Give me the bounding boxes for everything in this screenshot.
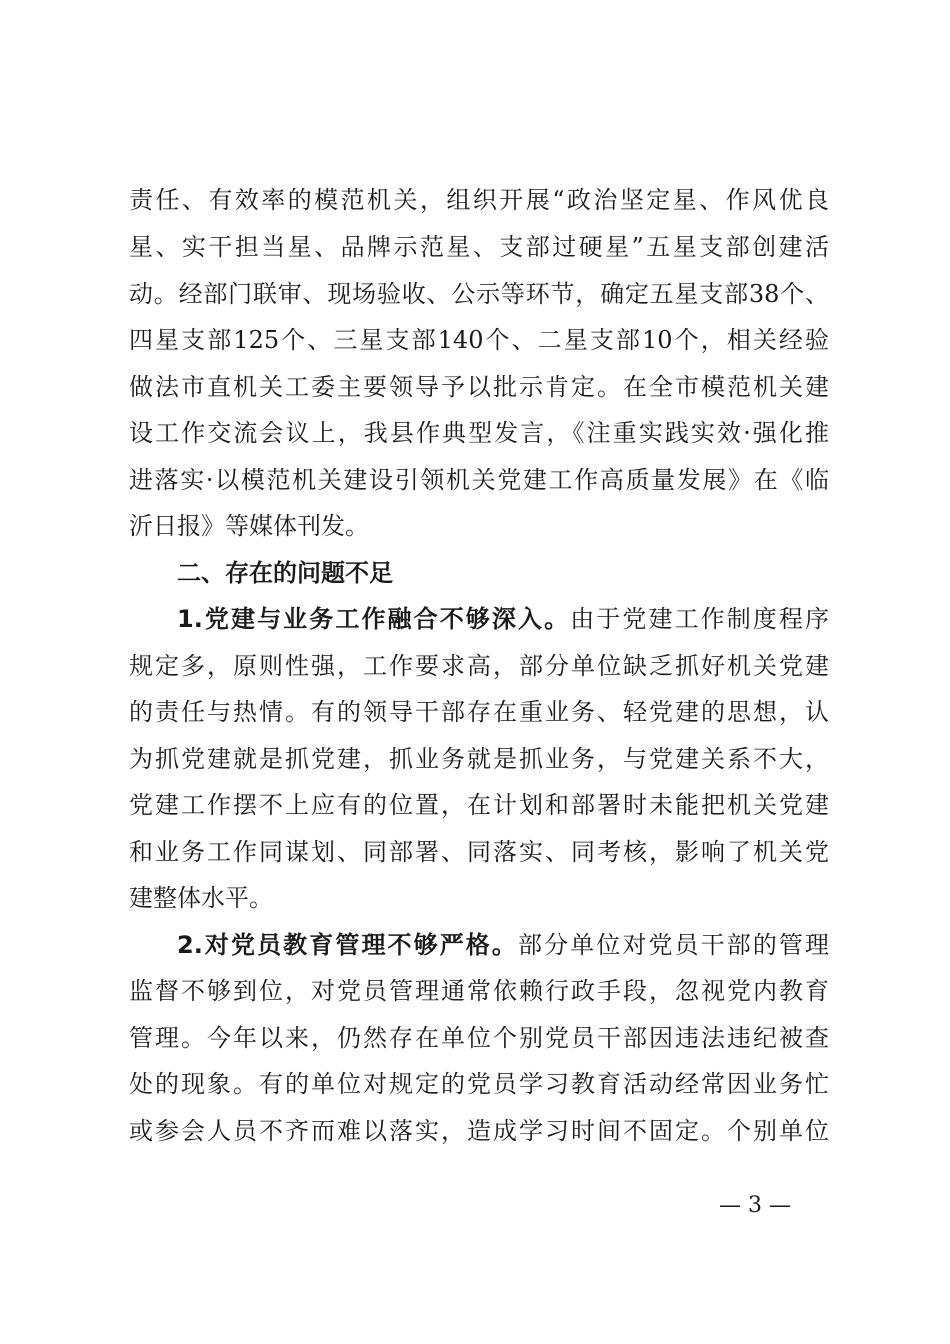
paragraph-line: 设工作交流会议上，我县作典型发言，《注重实践实效·强化推 bbox=[129, 419, 829, 447]
paragraph-line: 进落实·以模范机关建设引领机关党建工作高质量发展》在《临 bbox=[129, 466, 829, 494]
paragraph-first-line bbox=[177, 599, 829, 639]
paragraph-first-line bbox=[177, 925, 829, 965]
paragraph-line: 四星支部125个、三星支部140个、二星支部10个，相关经验 bbox=[129, 326, 829, 354]
paragraph-line: 星、实干担当星、品牌示范星、支部过硬星”五星支部创建活 bbox=[129, 233, 829, 261]
paragraph-line: 处的现象。有的单位对规定的党员学习教育活动经常因业务忙 bbox=[129, 1070, 829, 1098]
paragraph-line: 监督不够到位，对党员管理通常依赖行政手段，忽视党内教育 bbox=[129, 977, 829, 1005]
paragraph-line: 建整体水平。 bbox=[129, 884, 273, 912]
paragraph-line: 和业务工作同谋划、同部署、同落实、同考核，影响了机关党 bbox=[129, 838, 829, 866]
paragraph-line: 动。经部门联审、现场验收、公示等环节，确定五星支部38个、 bbox=[129, 280, 829, 308]
paragraph-line: 或参会人员不齐而难以落实，造成学习时间不固定。个别单位 bbox=[129, 1117, 829, 1145]
paragraph-line: 为抓党建就是抓党建，抓业务就是抓业务，与党建关系不大， bbox=[129, 745, 829, 773]
paragraph-line: 管理。今年以来，仍然存在单位个别党员干部因违法违纪被查 bbox=[129, 1024, 829, 1052]
paragraph-lead: 1.党建与业务工作融合不够深入。 bbox=[177, 605, 571, 633]
paragraph-line: 规定多，原则性强，工作要求高，部分单位缺乏抓好机关党建 bbox=[129, 652, 829, 680]
paragraph-text: 部分单位对党员干部的管理 bbox=[518, 931, 829, 959]
paragraph-text: 由于党建工作制度程序 bbox=[570, 605, 830, 633]
page-number: — 3 — bbox=[719, 1193, 791, 1218]
paragraph-line: 党建工作摆不上应有的位置，在计划和部署时未能把机关党建 bbox=[129, 791, 829, 819]
paragraph-line: 做法市直机关工委主要领导予以批示肯定。在全市模范机关建 bbox=[129, 373, 829, 401]
paragraph-line: 的责任与热情。有的领导干部存在重业务、轻党建的思想，认 bbox=[129, 698, 829, 726]
paragraph-line: 沂日报》等媒体刊发。 bbox=[129, 512, 369, 540]
section-heading: 二、存在的问题不足 bbox=[177, 559, 393, 587]
paragraph-line: 责任、有效率的模范机关，组织开展“政治坚定星、作风优良 bbox=[129, 186, 829, 214]
paragraph-lead: 2.对党员教育管理不够严格。 bbox=[177, 931, 518, 959]
